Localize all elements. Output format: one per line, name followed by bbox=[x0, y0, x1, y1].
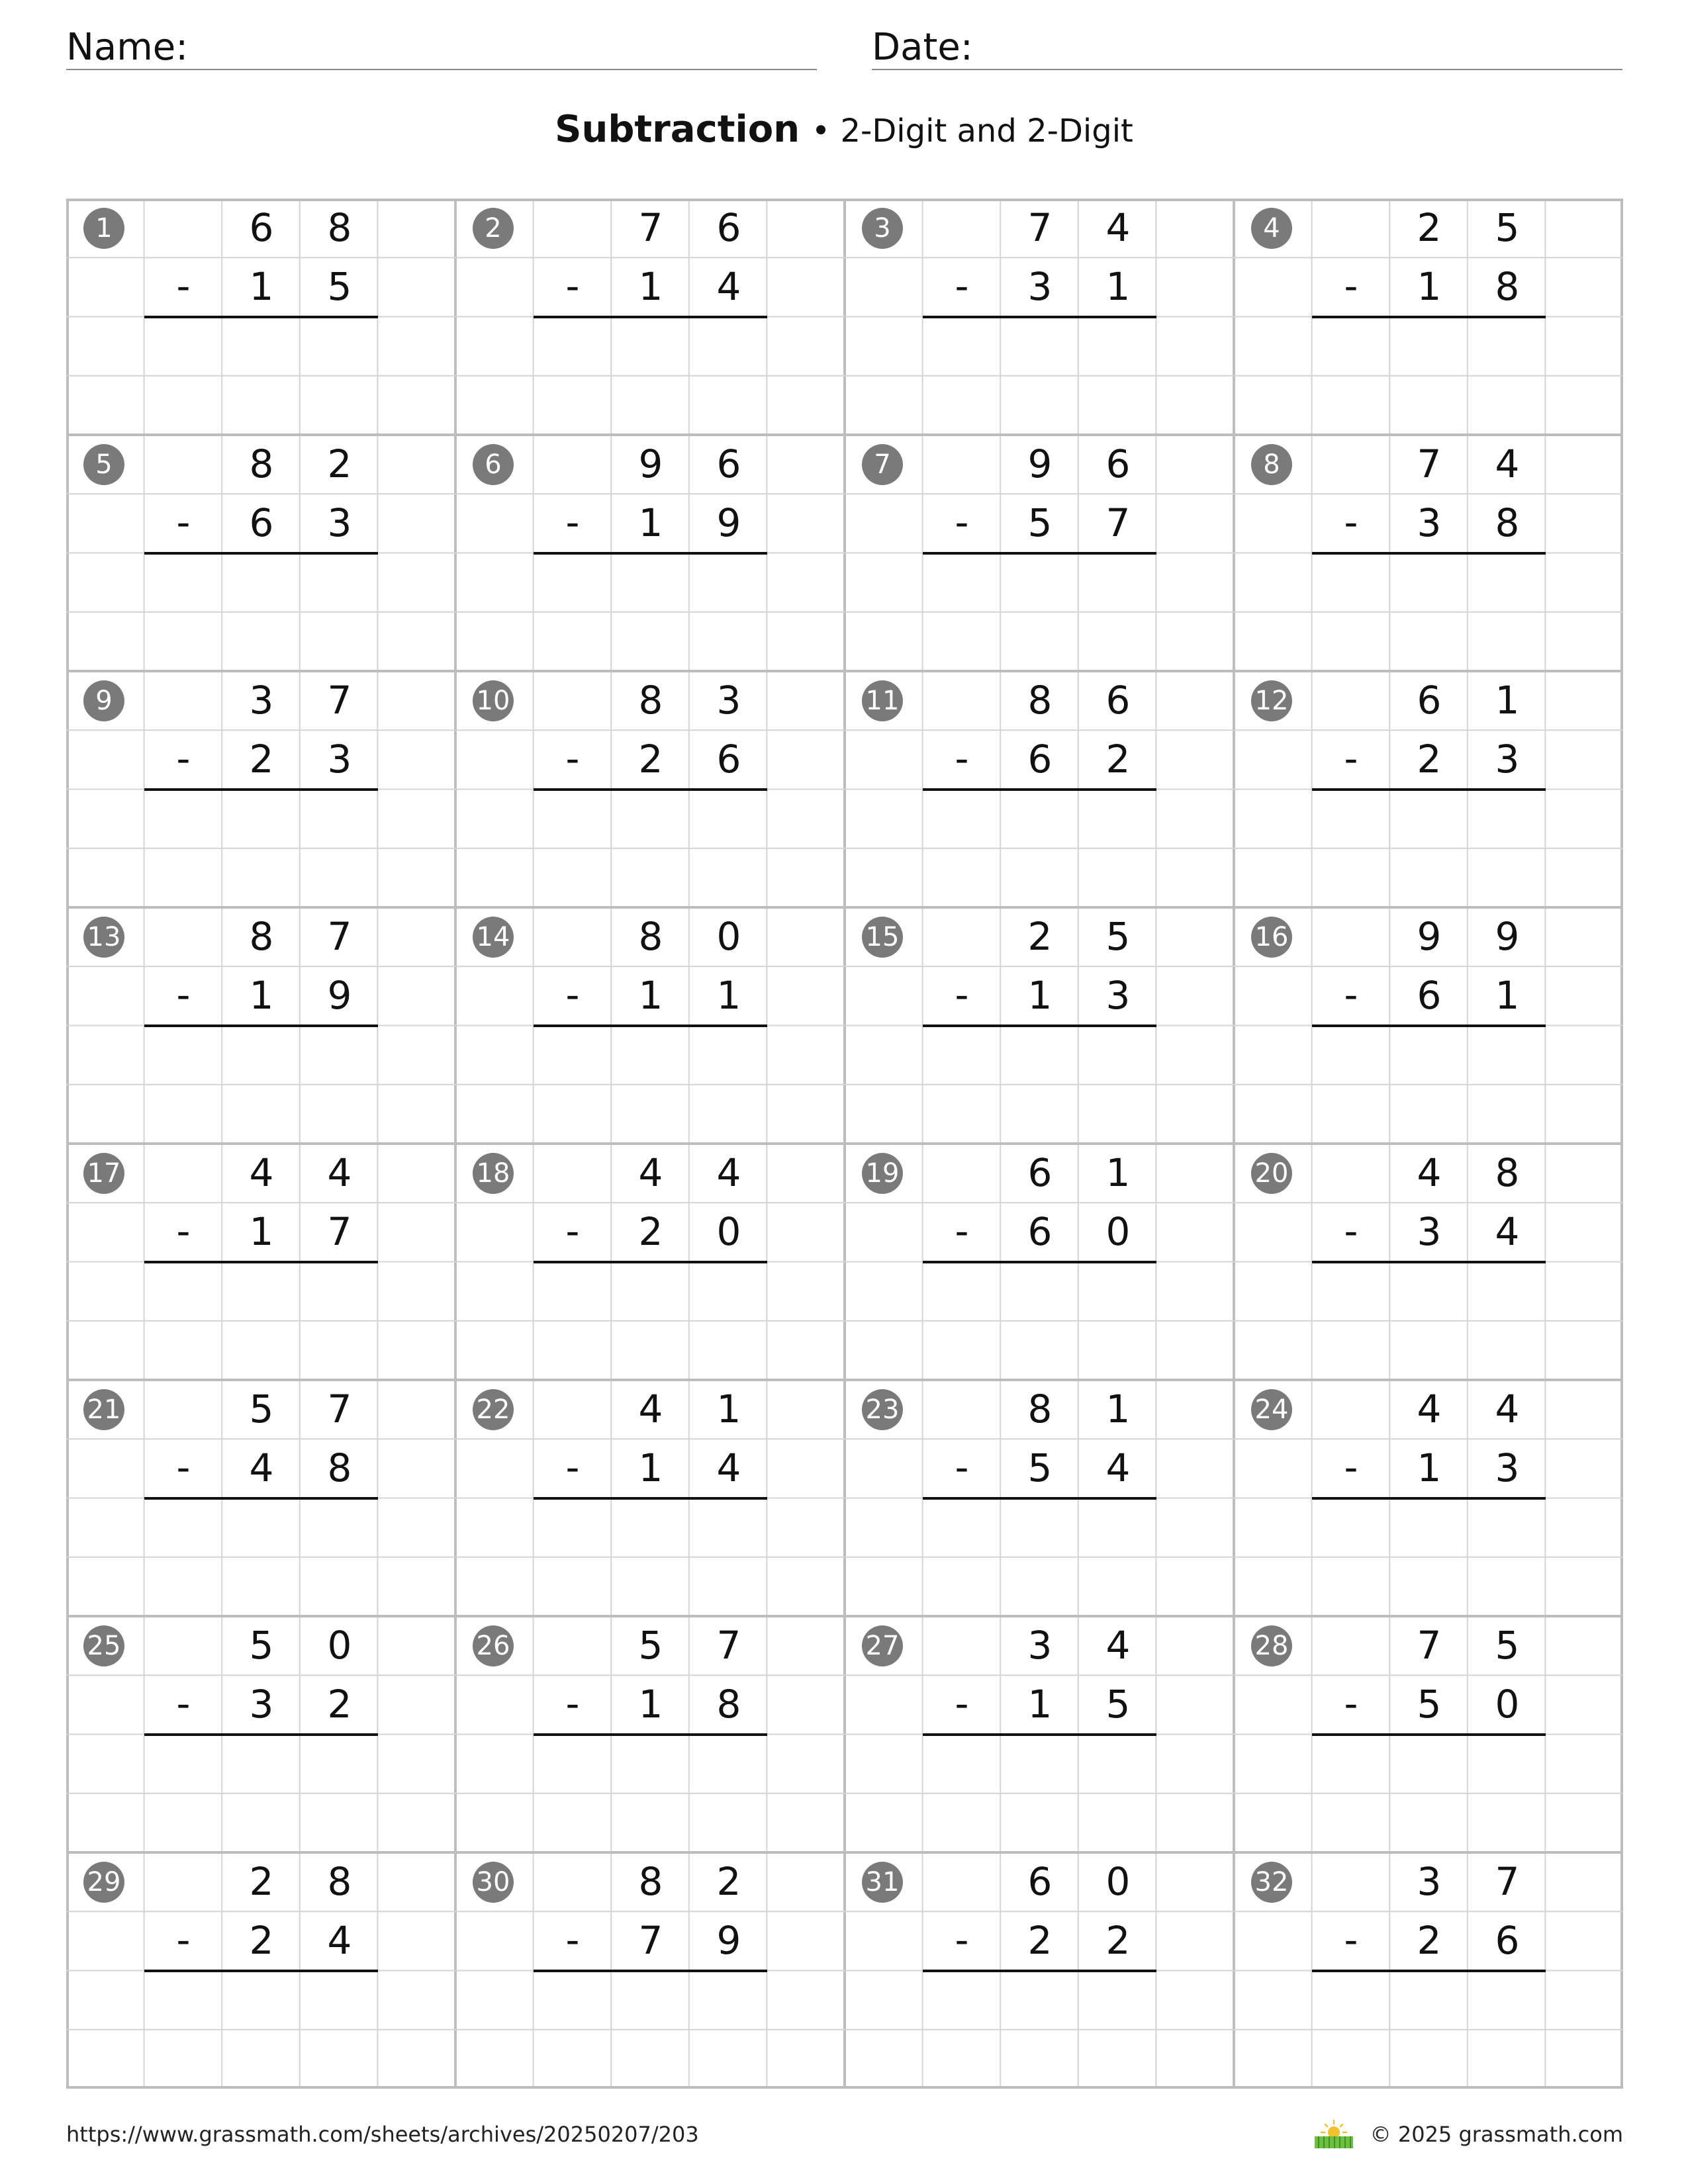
subtrahend-digit: 1 bbox=[1417, 1445, 1442, 1490]
problem-number-badge: 31 bbox=[862, 1862, 903, 1903]
subtrahend-digit: 8 bbox=[716, 1682, 741, 1727]
name-field[interactable] bbox=[66, 25, 817, 70]
problem-15 bbox=[845, 907, 1234, 1144]
minuend-digit: 5 bbox=[1495, 205, 1520, 250]
problem-14 bbox=[455, 907, 845, 1144]
minuend-digit: 0 bbox=[327, 1623, 352, 1668]
subtrahend-digit: 1 bbox=[716, 973, 741, 1018]
minuend-digit: 8 bbox=[327, 205, 352, 250]
minuend-digit: 7 bbox=[327, 678, 352, 723]
subtrahend-digit: 5 bbox=[327, 264, 352, 309]
minuend-digit: 0 bbox=[1105, 1859, 1131, 1904]
minuend-digit: 0 bbox=[716, 914, 741, 959]
problem-27 bbox=[845, 1616, 1234, 1852]
problem-8 bbox=[1234, 435, 1623, 671]
subtrahend-digit: 3 bbox=[327, 737, 352, 782]
subtrahend-digit: 1 bbox=[249, 1209, 274, 1254]
subtrahend-digit: 1 bbox=[638, 1682, 663, 1727]
subtrahend-digit: 3 bbox=[327, 500, 352, 545]
problem-number-badge: 12 bbox=[1251, 680, 1292, 721]
minuend-digit: 4 bbox=[638, 1150, 663, 1195]
problem-31 bbox=[845, 1852, 1234, 2089]
problem-24 bbox=[1234, 1380, 1623, 1616]
minus-sign: - bbox=[1344, 1445, 1358, 1490]
subtrahend-digit: 3 bbox=[1495, 737, 1520, 782]
subtrahend-digit: 8 bbox=[1495, 500, 1520, 545]
minus-sign: - bbox=[1344, 1917, 1358, 1962]
subtrahend-digit: 2 bbox=[638, 1209, 663, 1254]
subtrahend-digit: 6 bbox=[1027, 1209, 1053, 1254]
subtrahend-digit: 9 bbox=[327, 973, 352, 1018]
problem-number-badge: 20 bbox=[1251, 1153, 1292, 1194]
subtrahend-digit: 2 bbox=[1417, 737, 1442, 782]
answer-line[interactable] bbox=[923, 1733, 1156, 1736]
date-field[interactable] bbox=[872, 25, 1622, 70]
subtrahend-digit: 2 bbox=[1105, 1918, 1131, 1963]
minuend-digit: 7 bbox=[638, 205, 663, 250]
answer-line[interactable] bbox=[534, 1024, 767, 1027]
minuend-digit: 8 bbox=[1027, 1387, 1053, 1432]
answer-line[interactable] bbox=[534, 788, 767, 791]
subtrahend-digit: 4 bbox=[716, 1445, 741, 1490]
subtrahend-digit: 1 bbox=[249, 973, 274, 1018]
name-label: Name: bbox=[66, 26, 189, 69]
subtrahend-digit: 4 bbox=[716, 264, 741, 309]
answer-line[interactable] bbox=[534, 316, 767, 318]
minuend-digit: 4 bbox=[1105, 205, 1131, 250]
minuend-digit: 8 bbox=[638, 1859, 663, 1904]
problem-2 bbox=[455, 199, 845, 435]
minus-sign: - bbox=[176, 1445, 191, 1490]
subtrahend-digit: 1 bbox=[638, 264, 663, 309]
answer-line[interactable] bbox=[144, 316, 378, 318]
problem-11 bbox=[845, 671, 1234, 907]
subtrahend-digit: 3 bbox=[1417, 1209, 1442, 1254]
answer-line[interactable] bbox=[534, 1497, 767, 1500]
problem-4 bbox=[1234, 199, 1623, 435]
answer-line[interactable] bbox=[534, 1261, 767, 1263]
minuend-digit: 9 bbox=[1495, 914, 1520, 959]
problem-number-badge: 26 bbox=[473, 1625, 514, 1666]
subtrahend-digit: 3 bbox=[1495, 1445, 1520, 1490]
minuend-digit: 5 bbox=[249, 1623, 274, 1668]
subtrahend-digit: 6 bbox=[1027, 737, 1053, 782]
answer-line[interactable] bbox=[923, 1261, 1156, 1263]
minuend-digit: 2 bbox=[249, 1859, 274, 1904]
minuend-digit: 2 bbox=[1027, 914, 1053, 959]
minus-sign: - bbox=[565, 1208, 580, 1253]
minuend-digit: 3 bbox=[716, 678, 741, 723]
minus-sign: - bbox=[176, 736, 191, 781]
minus-sign: - bbox=[1344, 972, 1358, 1017]
title-subtitle: • 2-Digit and 2-Digit bbox=[811, 113, 1133, 150]
answer-line[interactable] bbox=[1312, 788, 1546, 791]
grass-sun-logo-icon bbox=[1312, 2119, 1356, 2150]
answer-line[interactable] bbox=[1312, 1733, 1546, 1736]
problem-number-badge: 19 bbox=[862, 1153, 903, 1194]
problem-23 bbox=[845, 1380, 1234, 1616]
problem-number-badge: 4 bbox=[1251, 208, 1292, 249]
minuend-digit: 6 bbox=[1105, 441, 1131, 486]
answer-line[interactable] bbox=[534, 552, 767, 555]
problem-number-badge: 22 bbox=[473, 1389, 514, 1430]
answer-line[interactable] bbox=[923, 788, 1156, 791]
copyright-text: © 2025 grassmath.com bbox=[1370, 2122, 1623, 2147]
minus-sign: - bbox=[955, 263, 969, 308]
answer-line[interactable] bbox=[534, 1970, 767, 1972]
problem-number-badge: 23 bbox=[862, 1389, 903, 1430]
subtrahend-digit: 2 bbox=[249, 737, 274, 782]
subtrahend-digit: 6 bbox=[1417, 973, 1442, 1018]
subtrahend-digit: 0 bbox=[1105, 1209, 1131, 1254]
date-label: Date: bbox=[872, 26, 973, 69]
answer-line[interactable] bbox=[923, 552, 1156, 555]
problem-number-badge: 8 bbox=[1251, 444, 1292, 485]
subtrahend-digit: 1 bbox=[1495, 973, 1520, 1018]
subtrahend-digit: 7 bbox=[327, 1209, 352, 1254]
minuend-digit: 9 bbox=[1027, 441, 1053, 486]
minuend-digit: 3 bbox=[1417, 1859, 1442, 1904]
problem-number-badge: 25 bbox=[83, 1625, 124, 1666]
subtrahend-digit: 1 bbox=[1027, 1682, 1053, 1727]
answer-line[interactable] bbox=[144, 788, 378, 791]
minuend-digit: 8 bbox=[249, 441, 274, 486]
subtrahend-digit: 2 bbox=[1417, 1918, 1442, 1963]
answer-line[interactable] bbox=[1312, 552, 1546, 555]
subtrahend-digit: 1 bbox=[249, 264, 274, 309]
minuend-digit: 8 bbox=[638, 914, 663, 959]
minus-sign: - bbox=[955, 972, 969, 1017]
problem-number-badge: 6 bbox=[473, 444, 514, 485]
problem-number-badge: 28 bbox=[1251, 1625, 1292, 1666]
minus-sign: - bbox=[176, 1681, 191, 1726]
minuend-digit: 2 bbox=[327, 441, 352, 486]
problem-20 bbox=[1234, 1144, 1623, 1380]
minuend-digit: 8 bbox=[638, 678, 663, 723]
problem-number-badge: 27 bbox=[862, 1625, 903, 1666]
problem-number-badge: 30 bbox=[473, 1862, 514, 1903]
problem-12 bbox=[1234, 671, 1623, 907]
problem-10 bbox=[455, 671, 845, 907]
problem-17 bbox=[66, 1144, 455, 1380]
minus-sign: - bbox=[955, 1681, 969, 1726]
problem-25 bbox=[66, 1616, 455, 1852]
answer-line[interactable] bbox=[923, 1024, 1156, 1027]
minus-sign: - bbox=[1344, 1208, 1358, 1253]
minuend-digit: 4 bbox=[1417, 1387, 1442, 1432]
subtrahend-digit: 3 bbox=[249, 1682, 274, 1727]
subtrahend-digit: 1 bbox=[1027, 973, 1053, 1018]
minuend-digit: 4 bbox=[1417, 1150, 1442, 1195]
minuend-digit: 6 bbox=[249, 205, 274, 250]
problem-number-badge: 10 bbox=[473, 680, 514, 721]
subtrahend-digit: 5 bbox=[1417, 1682, 1442, 1727]
answer-line[interactable] bbox=[1312, 316, 1546, 318]
minuend-digit: 7 bbox=[1027, 205, 1053, 250]
minuend-digit: 7 bbox=[327, 1387, 352, 1432]
minus-sign: - bbox=[1344, 1681, 1358, 1726]
answer-line[interactable] bbox=[144, 1733, 378, 1736]
problem-number-badge: 3 bbox=[862, 208, 903, 249]
minus-sign: - bbox=[565, 972, 580, 1017]
answer-line[interactable] bbox=[1312, 1024, 1546, 1027]
minus-sign: - bbox=[565, 263, 580, 308]
minus-sign: - bbox=[955, 1208, 969, 1253]
minuend-digit: 5 bbox=[1495, 1623, 1520, 1668]
subtrahend-digit: 5 bbox=[1027, 500, 1053, 545]
answer-line[interactable] bbox=[1312, 1497, 1546, 1500]
footer-url[interactable]: https://www.grassmath.com/sheets/archives/20250207/203 bbox=[66, 2122, 699, 2147]
problem-6 bbox=[455, 435, 845, 671]
answer-line[interactable] bbox=[1312, 1261, 1546, 1263]
minuend-digit: 5 bbox=[1105, 914, 1131, 959]
subtrahend-digit: 8 bbox=[327, 1445, 352, 1490]
subtrahend-digit: 2 bbox=[327, 1682, 352, 1727]
subtrahend-digit: 1 bbox=[638, 500, 663, 545]
minuend-digit: 6 bbox=[716, 205, 741, 250]
problem-number-badge: 17 bbox=[83, 1153, 124, 1194]
subtrahend-digit: 0 bbox=[716, 1209, 741, 1254]
problem-number-badge: 11 bbox=[862, 680, 903, 721]
subtrahend-digit: 2 bbox=[638, 737, 663, 782]
subtrahend-digit: 1 bbox=[1417, 264, 1442, 309]
problem-26 bbox=[455, 1616, 845, 1852]
problem-22 bbox=[455, 1380, 845, 1616]
minuend-digit: 4 bbox=[638, 1387, 663, 1432]
minuend-digit: 6 bbox=[716, 441, 741, 486]
footer-brand bbox=[1312, 2118, 1623, 2151]
minuend-digit: 9 bbox=[1417, 914, 1442, 959]
problem-number-badge: 32 bbox=[1251, 1862, 1292, 1903]
minuend-digit: 2 bbox=[1417, 205, 1442, 250]
minuend-digit: 2 bbox=[716, 1859, 741, 1904]
minuend-digit: 4 bbox=[1495, 441, 1520, 486]
minus-sign: - bbox=[955, 1917, 969, 1962]
minuend-digit: 8 bbox=[1495, 1150, 1520, 1195]
minuend-digit: 9 bbox=[638, 441, 663, 486]
problem-grid bbox=[66, 199, 1623, 2089]
minus-sign: - bbox=[1344, 263, 1358, 308]
subtrahend-digit: 5 bbox=[1105, 1682, 1131, 1727]
minuend-digit: 1 bbox=[1105, 1387, 1131, 1432]
problem-number-badge: 21 bbox=[83, 1389, 124, 1430]
minuend-digit: 7 bbox=[1417, 441, 1442, 486]
subtrahend-digit: 1 bbox=[638, 1445, 663, 1490]
answer-line[interactable] bbox=[144, 552, 378, 555]
answer-line[interactable] bbox=[923, 1497, 1156, 1500]
problem-21 bbox=[66, 1380, 455, 1616]
problem-1 bbox=[66, 199, 455, 435]
minuend-digit: 8 bbox=[249, 914, 274, 959]
minus-sign: - bbox=[955, 500, 969, 545]
minus-sign: - bbox=[176, 1917, 191, 1962]
subtrahend-digit: 8 bbox=[1495, 264, 1520, 309]
name-underline bbox=[66, 69, 817, 70]
subtrahend-digit: 6 bbox=[716, 737, 741, 782]
problem-18 bbox=[455, 1144, 845, 1380]
subtrahend-digit: 7 bbox=[1105, 500, 1131, 545]
answer-line[interactable] bbox=[144, 1261, 378, 1263]
subtrahend-digit: 4 bbox=[1105, 1445, 1131, 1490]
minuend-digit: 5 bbox=[249, 1387, 274, 1432]
subtrahend-digit: 0 bbox=[1495, 1682, 1520, 1727]
minus-sign: - bbox=[1344, 736, 1358, 781]
minus-sign: - bbox=[955, 1445, 969, 1490]
problem-30 bbox=[455, 1852, 845, 2089]
minuend-digit: 5 bbox=[638, 1623, 663, 1668]
problem-number-badge: 13 bbox=[83, 917, 124, 958]
problem-16 bbox=[1234, 907, 1623, 1144]
minus-sign: - bbox=[1344, 500, 1358, 545]
problem-number-badge: 15 bbox=[862, 917, 903, 958]
minus-sign: - bbox=[565, 736, 580, 781]
minuend-digit: 8 bbox=[327, 1859, 352, 1904]
subtrahend-digit: 3 bbox=[1105, 973, 1131, 1018]
minus-sign: - bbox=[955, 736, 969, 781]
minus-sign: - bbox=[176, 500, 191, 545]
problem-number-badge: 14 bbox=[473, 917, 514, 958]
minuend-digit: 4 bbox=[1495, 1387, 1520, 1432]
minuend-digit: 1 bbox=[1105, 1150, 1131, 1195]
subtrahend-digit: 2 bbox=[1105, 737, 1131, 782]
minuend-digit: 7 bbox=[1417, 1623, 1442, 1668]
subtrahend-digit: 3 bbox=[1027, 264, 1053, 309]
problem-3 bbox=[845, 199, 1234, 435]
answer-line[interactable] bbox=[1312, 1970, 1546, 1972]
subtrahend-digit: 6 bbox=[1495, 1918, 1520, 1963]
problem-number-badge: 18 bbox=[473, 1153, 514, 1194]
problem-number-badge: 1 bbox=[83, 208, 124, 249]
minus-sign: - bbox=[176, 1208, 191, 1253]
subtrahend-digit: 1 bbox=[1105, 264, 1131, 309]
subtrahend-digit: 2 bbox=[249, 1918, 274, 1963]
answer-line[interactable] bbox=[923, 1970, 1156, 1972]
minus-sign: - bbox=[176, 263, 191, 308]
subtrahend-digit: 4 bbox=[1495, 1209, 1520, 1254]
date-underline bbox=[872, 69, 1622, 70]
minuend-digit: 3 bbox=[249, 678, 274, 723]
minuend-digit: 4 bbox=[1105, 1623, 1131, 1668]
problem-5 bbox=[66, 435, 455, 671]
subtrahend-digit: 7 bbox=[638, 1918, 663, 1963]
subtrahend-digit: 9 bbox=[716, 500, 741, 545]
minus-sign: - bbox=[565, 1917, 580, 1962]
minuend-digit: 1 bbox=[716, 1387, 741, 1432]
problem-number-badge: 5 bbox=[83, 444, 124, 485]
problem-28 bbox=[1234, 1616, 1623, 1852]
problem-number-badge: 9 bbox=[83, 680, 124, 721]
minuend-digit: 7 bbox=[327, 914, 352, 959]
problem-13 bbox=[66, 907, 455, 1144]
subtrahend-digit: 3 bbox=[1417, 500, 1442, 545]
minuend-digit: 6 bbox=[1417, 678, 1442, 723]
subtrahend-digit: 1 bbox=[638, 973, 663, 1018]
problem-19 bbox=[845, 1144, 1234, 1380]
title-main: Subtraction bbox=[555, 108, 800, 151]
problem-number-badge: 29 bbox=[83, 1862, 124, 1903]
answer-line[interactable] bbox=[534, 1733, 767, 1736]
minus-sign: - bbox=[565, 500, 580, 545]
subtrahend-digit: 6 bbox=[249, 500, 274, 545]
minuend-digit: 7 bbox=[1495, 1859, 1520, 1904]
minus-sign: - bbox=[176, 972, 191, 1017]
subtrahend-digit: 4 bbox=[249, 1445, 274, 1490]
problem-9 bbox=[66, 671, 455, 907]
problem-number-badge: 24 bbox=[1251, 1389, 1292, 1430]
minuend-digit: 4 bbox=[716, 1150, 741, 1195]
problem-7 bbox=[845, 435, 1234, 671]
minuend-digit: 6 bbox=[1105, 678, 1131, 723]
answer-line[interactable] bbox=[923, 316, 1156, 318]
minuend-digit: 1 bbox=[1495, 678, 1520, 723]
subtrahend-digit: 4 bbox=[327, 1918, 352, 1963]
minuend-digit: 4 bbox=[249, 1150, 274, 1195]
answer-line[interactable] bbox=[144, 1970, 378, 1972]
minus-sign: - bbox=[565, 1681, 580, 1726]
worksheet-title bbox=[0, 106, 1688, 155]
problem-32 bbox=[1234, 1852, 1623, 2089]
minuend-digit: 6 bbox=[1027, 1150, 1053, 1195]
problem-29 bbox=[66, 1852, 455, 2089]
subtrahend-digit: 2 bbox=[1027, 1918, 1053, 1963]
minuend-digit: 7 bbox=[716, 1623, 741, 1668]
problem-number-badge: 2 bbox=[473, 208, 514, 249]
answer-line[interactable] bbox=[144, 1497, 378, 1500]
minuend-digit: 3 bbox=[1027, 1623, 1053, 1668]
minuend-digit: 6 bbox=[1027, 1859, 1053, 1904]
subtrahend-digit: 9 bbox=[716, 1918, 741, 1963]
minuend-digit: 8 bbox=[1027, 678, 1053, 723]
answer-line[interactable] bbox=[144, 1024, 378, 1027]
minuend-digit: 4 bbox=[327, 1150, 352, 1195]
subtrahend-digit: 5 bbox=[1027, 1445, 1053, 1490]
problem-number-badge: 16 bbox=[1251, 917, 1292, 958]
minus-sign: - bbox=[565, 1445, 580, 1490]
problem-number-badge: 7 bbox=[862, 444, 903, 485]
